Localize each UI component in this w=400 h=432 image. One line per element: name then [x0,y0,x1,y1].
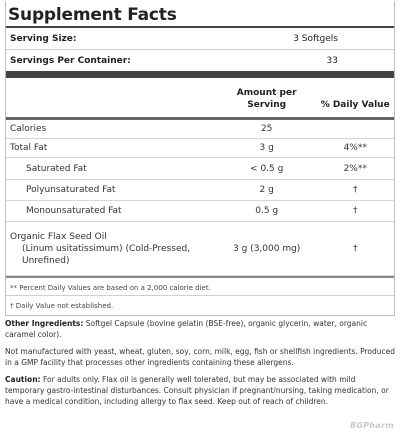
caution-statement [5,374,395,413]
nutrient-amount: 3 g [259,143,274,153]
amount-column-header [217,87,316,111]
label-text [5,318,395,413]
flax-name-line1: Organic Flax Seed Oil [10,231,107,242]
nutrient-row-polyunsaturated-fat [6,180,394,201]
nutrient-row-flax-seed-oil [6,222,394,276]
nutrient-name [6,231,217,267]
nutrient-dv: † [352,243,358,254]
panel-title: Supplement Facts [8,5,177,25]
nutrient-name: Calories [10,124,47,134]
serving-info [6,26,394,71]
amount-header-line2: Serving [247,100,287,110]
nutrient-name: Saturated Fat [26,163,87,174]
daily-value-column-header: % Daily Value [320,100,390,110]
nutrient-amount: 0.5 g [255,206,279,216]
footnote-daily-values: ** Percent Daily Values are based on a 2,000 calorie diet. [6,276,394,295]
flax-name-line3: Unrefined) [22,255,70,266]
nutrient-amount: 3 g (3,000 mg) [233,243,301,254]
nutrient-row-saturated-fat [6,158,394,180]
other-ingredients [5,318,395,346]
nutrient-name: Total Fat [10,143,48,153]
serving-size-value: 3 Softgels [293,33,338,44]
other-ingredients-label: Other Ingredients: [5,319,84,328]
column-header [6,78,394,120]
servings-per-container-row [6,49,394,71]
allergen-statement: Not manufactured with yeast, wheat, gluten, soy, corn, milk, egg, fish or shellfish ingredients. Produced in a GMP facility that processes other ingredients containing these allergens. [5,347,395,367]
caution-text: For adults only. Flax oil is generally well tolerated, but may be associated with mild temporary gastro-intestinal disturbances. Consult physician if pregnant/nursing, taking medication, or have a medical condition, including allergy to flax seed. Keep out of reach of children. [5,375,389,406]
thick-divider [6,71,394,78]
nutrient-amount: 2 g [259,185,274,195]
nutrient-row-monounsaturated-fat [6,201,394,222]
servings-per-container-value: 33 [326,55,338,66]
nutrient-dv: † [352,185,358,195]
footnote-not-established: † Daily Value not established. [6,295,394,315]
caution-label: Caution: [5,375,41,384]
nutrient-amount: 25 [260,124,273,134]
nutrient-dv: 2%** [343,163,367,174]
nutrient-name: Monounsaturated Fat [26,206,122,216]
supplement-facts-panel [5,1,395,316]
servings-per-container-label: Servings Per Container: [10,55,131,66]
nutrient-row-calories [6,120,394,139]
serving-size-label: Serving Size: [10,33,77,44]
serving-size-row [6,28,394,49]
nutrient-dv: † [352,206,358,216]
nutrient-amount: < 0.5 g [250,163,284,174]
other-ingredients-text: Softgel Capsule (bovine gelatin (BSE-free), organic glycerin, water, organic caramel color). [5,319,368,339]
watermark: BGPharm [349,421,394,430]
nutrient-row-total-fat [6,139,394,158]
amount-header-line1: Amount per [236,88,297,98]
nutrient-name: Polyunsaturated Fat [26,185,116,195]
flax-name-line2: (Linum usitatissimum) (Cold-Pressed, [22,243,191,254]
nutrient-dv: 4%** [343,143,367,153]
